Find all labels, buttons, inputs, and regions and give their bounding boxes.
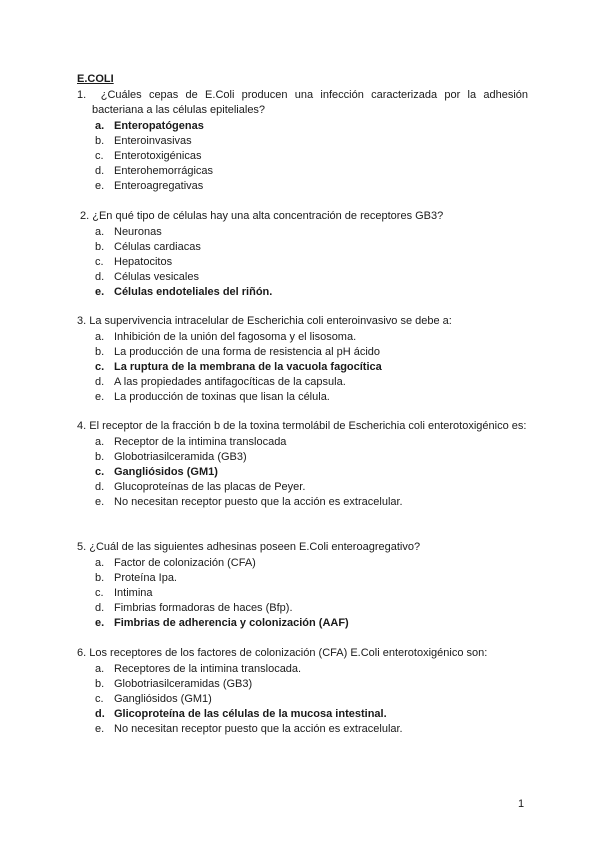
option-2 [77,134,528,149]
option-list [77,225,528,300]
question-1 [77,88,528,194]
question-6 [77,646,528,737]
option-text: Fimbrias de adherencia y colonización (AAF) [114,617,349,629]
option-text: Glucoproteínas de las placas de Peyer. [114,481,306,493]
question-text: ¿En qué tipo de células hay una alta concentración de receptores GB3? [92,210,444,222]
option-text: Receptor de la intimina translocada [114,436,287,448]
option-text: Glicoproteína de las células de la mucosa intestinal. [114,708,387,720]
option-text: Globotriasilceramida (GB3) [114,451,247,463]
option-letter: b. [95,451,105,463]
question-stem [77,419,528,434]
option-list [77,662,528,737]
option-4 [77,480,528,495]
option-text: Enterotoxigénicas [114,150,202,162]
option-list [77,119,528,194]
option-2 [77,571,528,586]
option-letter: a. [95,663,105,675]
option-letter: a. [95,120,105,132]
option-letter: b. [95,572,105,584]
option-5-correct [77,285,528,300]
option-2 [77,450,528,465]
option-4-correct [77,707,528,722]
option-text: Células endoteliales del riñón. [114,286,273,298]
option-1 [77,330,528,345]
option-letter: d. [95,271,105,283]
option-1 [77,662,528,677]
option-text: Fimbrias formadoras de haces (Bfp). [114,602,293,614]
option-2 [77,345,528,360]
option-letter: a. [95,557,105,569]
option-text: La ruptura de la membrana de la vacuola fagocítica [114,361,382,373]
option-1 [77,435,528,450]
question-stem [77,314,528,329]
option-text: Gangliósidos (GM1) [114,693,212,705]
option-text: Células vesicales [114,271,199,283]
option-3 [77,692,528,707]
option-1-correct [77,119,528,134]
option-letter: c. [95,466,105,478]
option-text: A las propiedades antifagocíticas de la capsula. [114,376,346,388]
option-1 [77,225,528,240]
section-heading: E.COLI [77,73,114,85]
option-text: No necesitan receptor puesto que la acción es extracelular. [114,496,403,508]
question-number: 4. [77,420,87,432]
option-text: Enteroagregativas [114,180,204,192]
option-4 [77,601,528,616]
option-5-correct [77,616,528,631]
option-text: Enteroinvasivas [114,135,192,147]
question-number: 5. [77,541,87,553]
option-text: La producción de una forma de resistencia al pH ácido [114,346,380,358]
question-text: ¿Cuál de las siguientes adhesinas poseen E.Coli enteroagregativo? [89,541,421,553]
option-letter: d. [95,708,105,720]
question-number: 3. [77,315,87,327]
question-number: 6. [77,647,87,659]
question-text: ¿Cuáles cepas de E.Coli producen una infección caracterizada por la adhesión bacteriana a las células epiteliales? [92,89,528,116]
question-text: Los receptores de los factores de colonización (CFA) E.Coli enterotoxigénico son: [89,647,488,659]
option-text: Intimina [114,587,153,599]
option-letter: c. [95,587,104,599]
option-list [77,435,528,510]
option-list [77,330,528,405]
option-letter: a. [95,436,105,448]
option-list [77,556,528,631]
option-letter: d. [95,376,105,388]
option-letter: a. [95,226,105,238]
question-text: El receptor de la fracción b de la toxina termolábil de Escherichia coli enterotoxigénico es: [89,420,527,432]
option-letter: b. [95,346,105,358]
option-text: Hepatocitos [114,256,173,268]
option-letter: a. [95,331,105,343]
page-number: 1 [518,798,525,810]
option-text: Neuronas [114,226,162,238]
option-5 [77,722,528,737]
option-letter: b. [95,678,105,690]
option-letter: e. [95,617,105,629]
question-number: 1. [77,89,87,101]
option-letter: b. [95,135,105,147]
option-text: Enteropatógenas [114,120,204,132]
question-number: 2. [80,210,90,222]
option-letter: c. [95,361,105,373]
option-3 [77,149,528,164]
option-3-correct [77,465,528,480]
option-text: Factor de colonización (CFA) [114,557,256,569]
option-letter: c. [95,256,104,268]
option-letter: d. [95,602,105,614]
option-letter: e. [95,180,105,192]
option-text: Globotriasilceramidas (GB3) [114,678,253,690]
option-5 [77,179,528,194]
option-text: Inhibición de la unión del fagosoma y el lisosoma. [114,331,357,343]
question-2 [77,209,528,300]
question-stem [77,88,528,118]
question-text: La supervivencia intracelular de Escherichia coli enteroinvasivo se debe a: [89,315,452,327]
option-letter: b. [95,241,105,253]
question-4 [77,419,528,510]
option-5 [77,390,528,405]
option-letter: d. [95,165,105,177]
option-text: No necesitan receptor puesto que la acción es extracelular. [114,723,403,735]
option-text: Enterohemorrágicas [114,165,214,177]
option-letter: e. [95,391,105,403]
option-letter: c. [95,693,104,705]
option-3-correct [77,360,528,375]
option-2 [77,677,528,692]
option-letter: d. [95,481,105,493]
option-text: Células cardiacas [114,241,201,253]
option-text: Proteína Ipa. [114,572,177,584]
option-text: La producción de toxinas que lisan la célula. [114,391,330,403]
question-5 [77,540,528,631]
option-4 [77,270,528,285]
option-letter: c. [95,150,104,162]
option-4 [77,375,528,390]
option-letter: e. [95,723,105,735]
option-4 [77,164,528,179]
option-2 [77,240,528,255]
option-1 [77,556,528,571]
question-stem [77,209,528,224]
option-3 [77,255,528,270]
question-stem [77,540,528,555]
option-letter: e. [95,286,105,298]
question-3 [77,314,528,405]
option-5 [77,495,528,510]
option-3 [77,586,528,601]
option-letter: e. [95,496,105,508]
question-stem [77,646,528,661]
option-text: Receptores de la intimina translocada. [114,663,302,675]
option-text: Gangliósidos (GM1) [114,466,218,478]
